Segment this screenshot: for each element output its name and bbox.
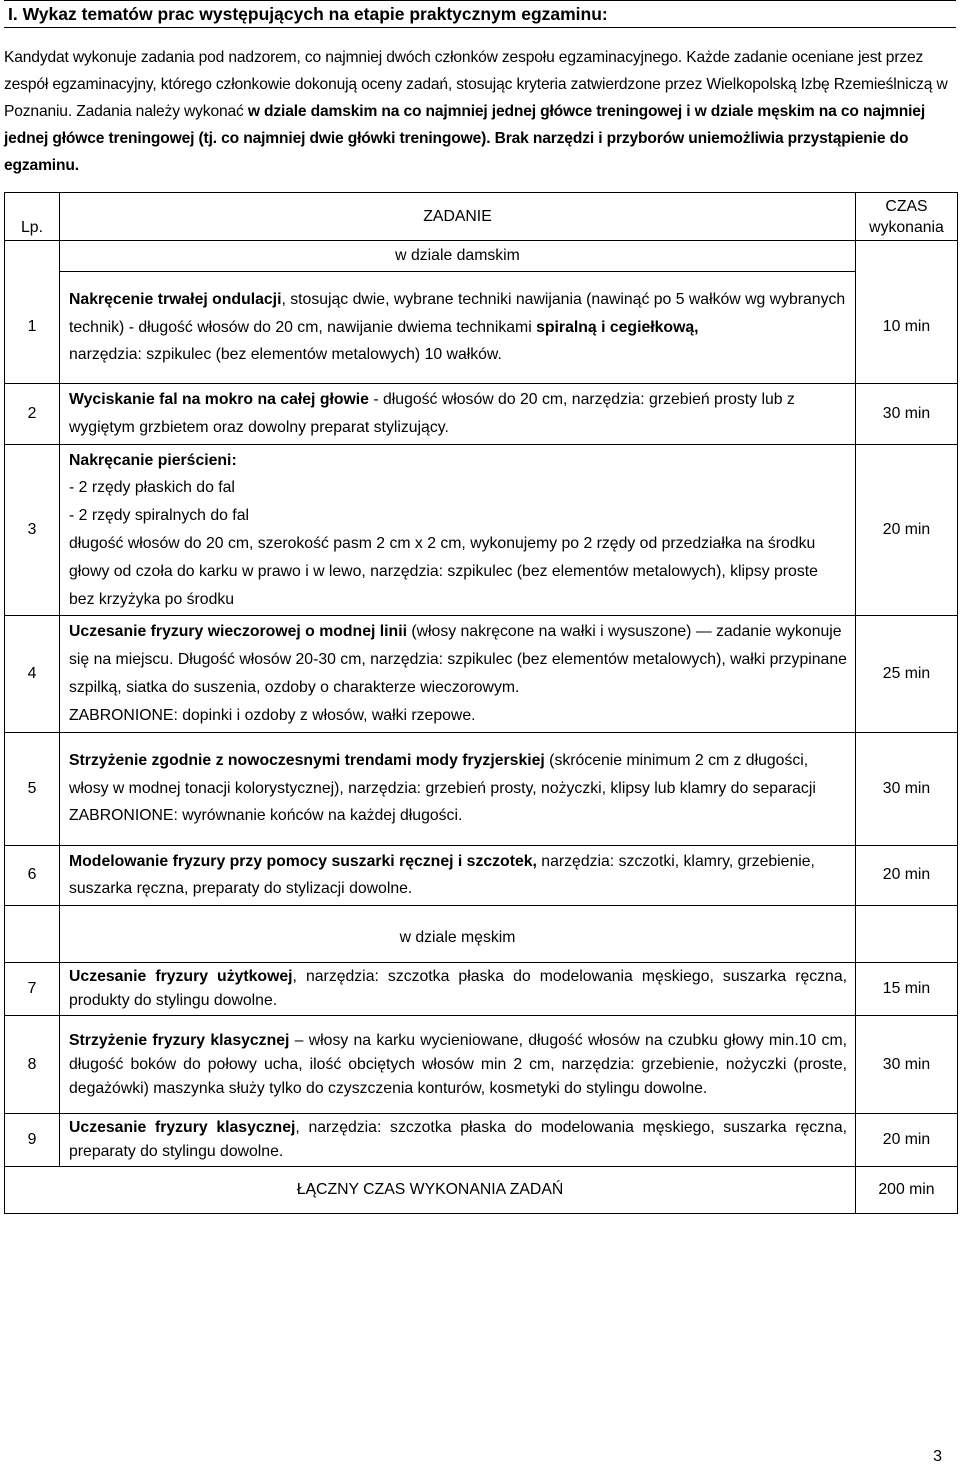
forbidden-text: wyrównanie końców na każdej długości. xyxy=(177,807,463,825)
task-title: Nakręcenie trwałej ondulacji xyxy=(69,290,282,308)
task-title: Strzyżenie fryzury klasycznej xyxy=(69,1031,290,1049)
table-header-row xyxy=(5,193,958,241)
header-time xyxy=(856,193,958,241)
task-line-3: długość włosów do 20 cm, szerokość pasm 2 cm x 2 cm, wykonujemy po 2 rzędy od przedziałka na środku głowy od czoła do karku w prawo i w lewo, narzędzia: szpikulec (bez elementów metalowych), klipsy proste bez krzyżyka po środku xyxy=(69,534,818,608)
section-row-women xyxy=(5,241,958,272)
task-time: 15 min xyxy=(856,963,958,1016)
task-cell xyxy=(60,963,856,1016)
intro-bold-text: w dziale damskim na co najmniej jednej główce treningowej i w dziale męskim na co najmniej jednej główce treningowej (tj. co najmniej dwie główki treningowe). Brak narzędzi i przyborów uniemożliwia przystąpienie do egzaminu. xyxy=(4,103,925,174)
row-number: 3 xyxy=(5,444,60,616)
forbidden-text: dopinki i ozdoby z włosów, wałki rzepowe. xyxy=(177,706,476,724)
task-text: , narzędzia: szczotka płaska do modelowania męskiego, suszarka ręczna, produkty do stylingu dowolne. xyxy=(69,968,847,1010)
table-row xyxy=(5,272,958,384)
task-cell xyxy=(60,272,856,384)
table-row xyxy=(5,845,958,906)
task-title: Uczesanie fryzury wieczorowej o modnej linii xyxy=(69,623,407,641)
table-row xyxy=(5,1114,958,1167)
task-cell xyxy=(60,845,856,906)
table-row xyxy=(5,1016,958,1114)
task-text: – włosy na karku wycieniowane, długość włosów na czubku głowy min.10 cm, długość boków do połowy ucha, ilość obciętych włosów min 2 cm, narzędzia: grzebienie, nożyczki (proste, degażówki) maszynka służy tylko do czyszczenia konturów, kosmetyki do stylingu dowolne. xyxy=(69,1031,847,1097)
task-cell xyxy=(60,384,856,445)
row-number: 6 xyxy=(5,845,60,906)
task-cell xyxy=(60,444,856,616)
header-lp: Lp. xyxy=(5,193,60,241)
total-label: ŁĄCZNY CZAS WYKONANIA ZADAŃ xyxy=(5,1167,856,1214)
intro-paragraph xyxy=(4,44,956,179)
task-text: - długość włosów do 20 cm, narzędzia: grzebień prosty lub z wygiętym grzbietem oraz dowolny preparat stylizujący. xyxy=(69,391,795,436)
row-number: 1 xyxy=(5,272,60,384)
task-title: Uczesanie fryzury klasycznej xyxy=(69,1119,296,1137)
section-women: w dziale damskim xyxy=(60,241,856,272)
row-number: 4 xyxy=(5,616,60,732)
row-number: 7 xyxy=(5,963,60,1016)
task-text: narzędzia: szczotki, klamry, grzebienie, suszarka ręczna, preparaty do stylizacji dowolne. xyxy=(69,852,815,898)
task-cell xyxy=(60,616,856,732)
task-text: , narzędzia: szczotka płaska do modelowania męskiego, suszarka ręczna, preparaty do stylingu dowolne. xyxy=(69,1119,848,1161)
task-text-2: narzędzia: szpikulec (bez elementów metalowych) 10 wałków. xyxy=(69,346,502,364)
total-time: 200 min xyxy=(856,1167,958,1214)
header-task: ZADANIE xyxy=(60,193,856,241)
header-time-line1: CZAS xyxy=(885,197,928,215)
task-cell xyxy=(60,1016,856,1114)
task-time: 30 min xyxy=(856,732,958,845)
task-time: 10 min xyxy=(856,272,958,384)
task-time: 30 min xyxy=(856,384,958,445)
row-number: 8 xyxy=(5,1016,60,1114)
task-time: 20 min xyxy=(856,444,958,616)
task-title: Uczesanie fryzury użytkowej xyxy=(69,968,293,986)
section-men: w dziale męskim xyxy=(60,906,856,963)
table-row xyxy=(5,616,958,732)
task-text: (włosy nakręcone na wałki i wysuszone) — zadanie wykonuje się na miejscu. Długość włosów 20-30 cm, narzędzia: szpikulec (bez elementów metalowych), wałki przypinane szpilką, siatka do suszenia, ozdoby o charakterze wieczorowym. xyxy=(69,623,847,696)
task-title: Nakręcanie pierścieni: xyxy=(69,451,237,469)
row-number: 2 xyxy=(5,384,60,445)
task-line-2: - 2 rzędy spiralnych do fal xyxy=(69,507,249,525)
task-time: 20 min xyxy=(856,1114,958,1167)
table-row xyxy=(5,732,958,845)
section-row-men xyxy=(5,906,958,963)
tasks-table xyxy=(4,192,958,1214)
task-title-2: spiralną i cegiełkową, xyxy=(536,318,699,336)
task-line-1: - 2 rzędy płaskich do fal xyxy=(69,479,235,497)
table-row xyxy=(5,963,958,1016)
forbidden-label: ZABRONIONE: xyxy=(69,807,178,825)
task-text: (skrócenie minimum 2 cm z długości, włosy w modnej tonacji kolorystycznej), narzędzia: grzebień prosty, nożyczki, klipsy lub klamry do separacji xyxy=(69,751,816,797)
row-number: 9 xyxy=(5,1114,60,1167)
total-row xyxy=(5,1167,958,1214)
header-time-line2: wykonania xyxy=(869,218,944,236)
forbidden-label: ZABRONIONE: xyxy=(69,706,178,724)
task-text: , stosując dwie, wybrane techniki nawijania (nawinąć po 5 wałków wg wybranych technik) - długość włosów do 20 cm, nawijanie dwiema technikami xyxy=(69,290,846,336)
task-title: Wyciskanie fal na mokro na całej głowie xyxy=(69,391,369,408)
page-number: 3 xyxy=(933,1448,942,1465)
task-time: 20 min xyxy=(856,845,958,906)
task-cell xyxy=(60,732,856,845)
intro-text: Kandydat wykonuje zadania pod nadzorem, co najmniej dwóch członków zespołu egzaminacyjnego. Każde zadanie oceniane jest przez zespół egzaminacyjny, którego członkowie dokonują oceny zadań, stosując kryteria zatwierdzone przez Wielkopolską Izbę Rzemieślniczą w Poznaniu. Zadania należy wykonać xyxy=(4,49,948,120)
task-title: Strzyżenie zgodnie z nowoczesnymi trendami mody fryzjerskiej xyxy=(69,751,545,769)
table-row xyxy=(5,384,958,445)
section-title: I. Wykaz tematów prac występujących na etapie praktycznym egzaminu: xyxy=(4,0,956,28)
table-row xyxy=(5,444,958,616)
task-time: 25 min xyxy=(856,616,958,732)
row-number: 5 xyxy=(5,732,60,845)
task-title: Modelowanie fryzury przy pomocy suszarki ręcznej i szczotek, xyxy=(69,852,537,870)
task-time: 30 min xyxy=(856,1016,958,1114)
task-cell xyxy=(60,1114,856,1167)
